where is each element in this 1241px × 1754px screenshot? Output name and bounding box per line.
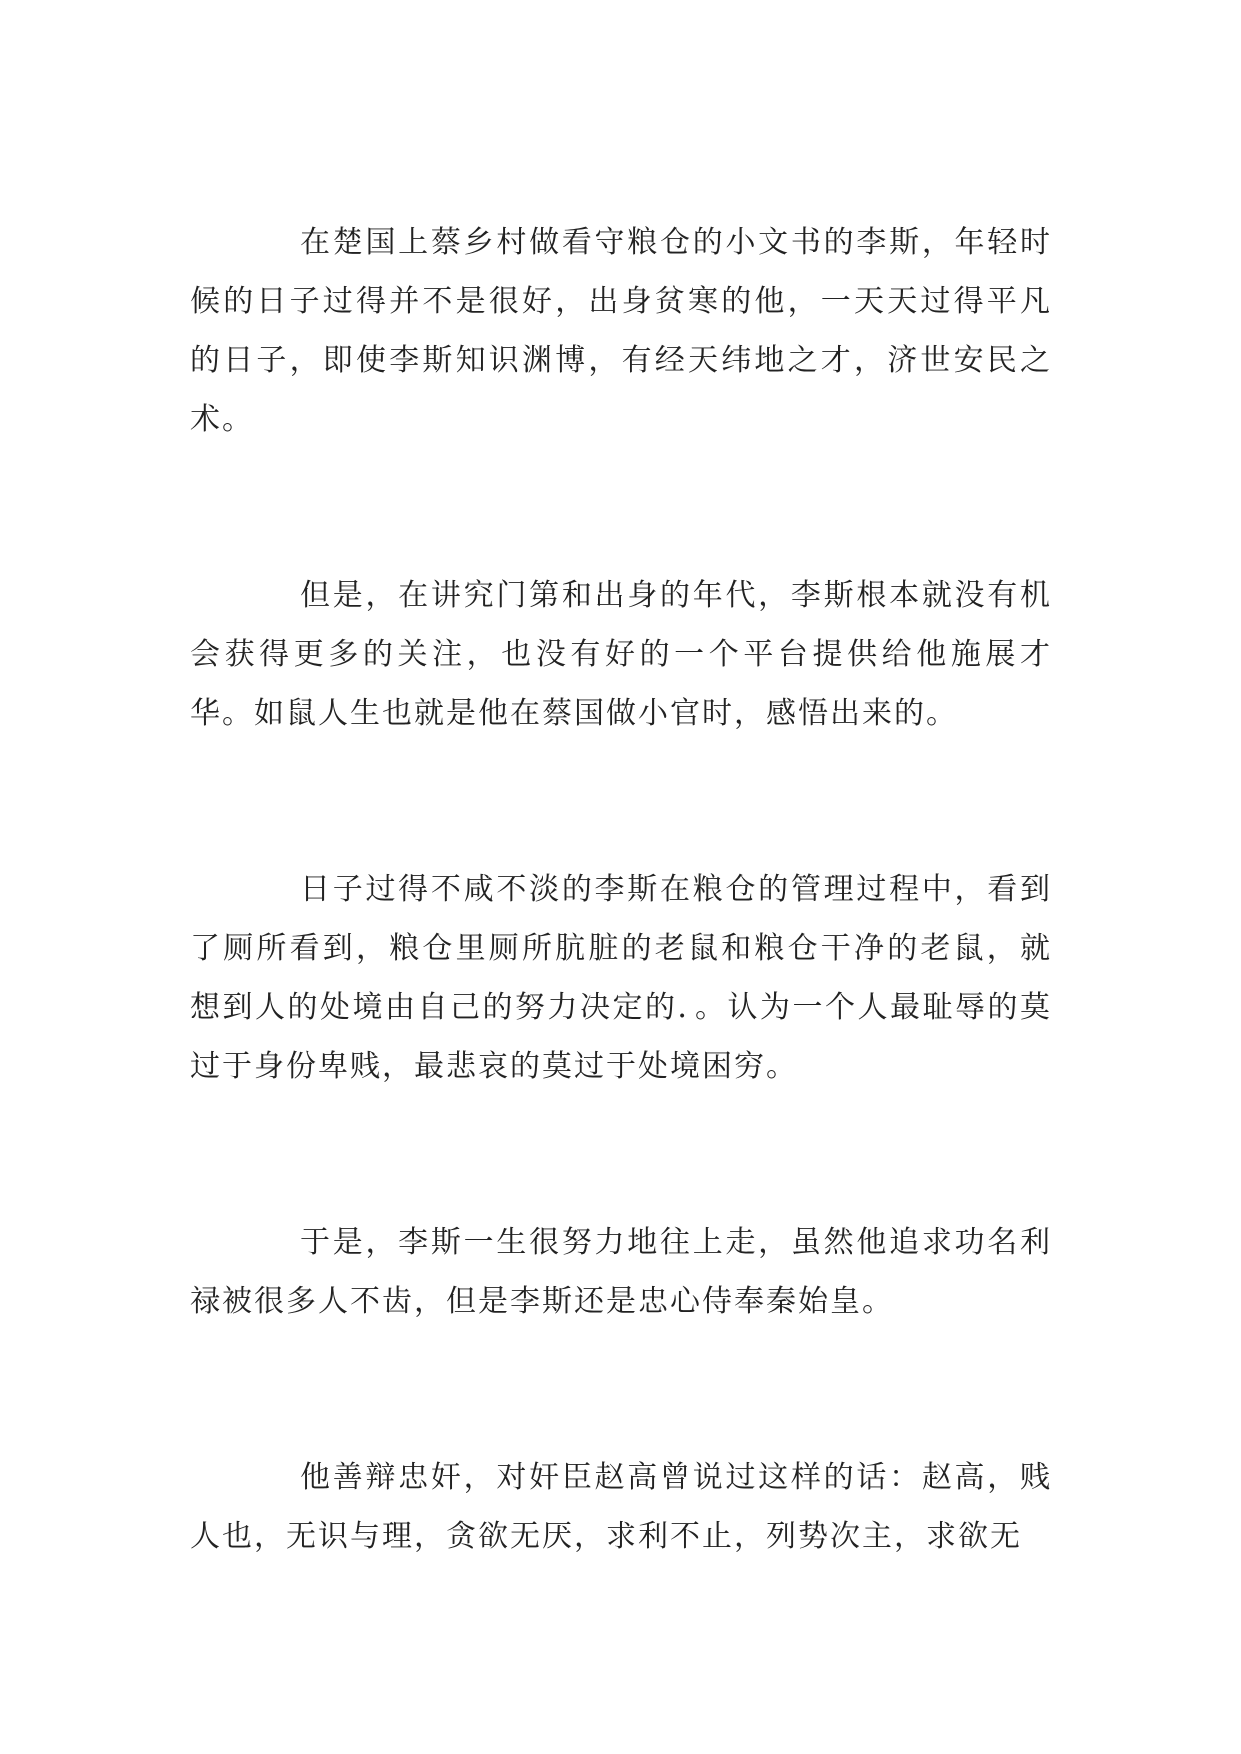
paragraph-2: 但是，在讲究门第和出身的年代，李斯根本就没有机会获得更多的关注，也没有好的一个平台提供给他施展才华。如鼠人生也就是他在蔡国做小官时，感悟出来的。 (190, 578, 1052, 731)
paragraph-4: 于是，李斯一生很努力地往上走，虽然他追求功名利禄被很多人不齿，但是李斯还是忠心侍奉秦始皇。 (190, 1225, 1052, 1319)
paragraph-1: 在楚国上蔡乡村做看守粮仓的小文书的李斯，年轻时候的日子过得并不是很好，出身贫寒的他，一天天过得平凡的日子，即使李斯知识渊博，有经天纬地之才，济世安民之术。 (190, 225, 1052, 437)
paragraph-3: 日子过得不咸不淡的李斯在粮仓的管理过程中，看到了厕所看到，粮仓里厕所肮脏的老鼠和粮仓干净的老鼠，就想到人的处境由自己的努力决定的．。认为一个人最耻辱的莫过于身份卑贱，最悲哀的莫过于处境困穷。 (190, 872, 1052, 1084)
paragraph-5: 他善辩忠奸，对奸臣赵高曾说过这样的话：赵高，贱人也，无识与理，贪欲无厌，求利不止，列势次主，求欲无 (190, 1460, 1052, 1554)
